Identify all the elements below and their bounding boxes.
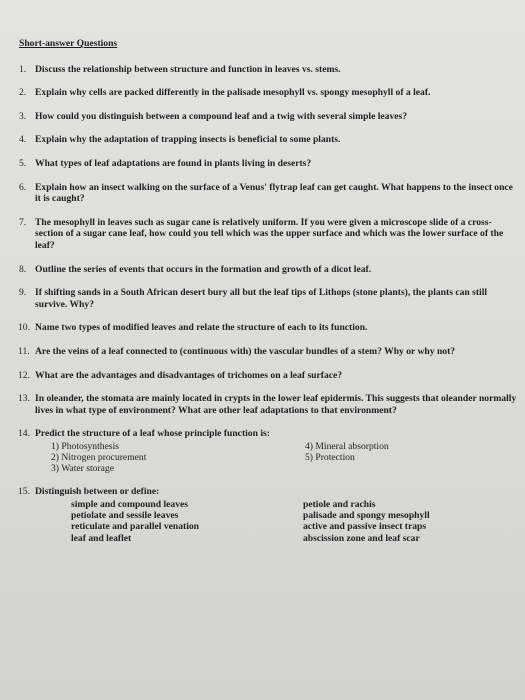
function-list-left: [51, 441, 305, 475]
question-text: If shifting sands in a South African desert bury all but the leaf tips of Lithops (stone plants), the plants can still survive. Why?: [35, 287, 488, 310]
worksheet-page: [19, 38, 519, 556]
question-text: The mesophyll in leaves such as sugar cane is relatively uniform. If you were given a microscope slide of a cross-section of a sugar cane leaf, how could you tell which was the upper surface and which was the lower surface of the leaf?: [35, 216, 504, 251]
question-number: 4.: [19, 134, 27, 146]
question-text: Outline the series of events that occurs in the formation and growth of a dicot leaf.: [35, 263, 372, 275]
question-4: [19, 134, 519, 146]
list-item: 5) Protection: [305, 452, 355, 464]
list-item: palisade and spongy mesophyll: [303, 510, 430, 522]
question-text: In oleander, the stomata are mainly located in crypts in the lower leaf epidermis. This suggests that oleander normally lives in what type of environment? What are other leaf adaptations to that environment?: [35, 393, 517, 416]
question-11: [19, 346, 519, 358]
section-heading: Short-answer Questions: [19, 38, 118, 49]
question-number: 14.: [18, 428, 30, 440]
list-item: petiole and rachis: [303, 499, 376, 511]
question-3: [19, 111, 519, 123]
question-12: [19, 370, 519, 382]
list-item: simple and compound leaves: [71, 499, 189, 511]
term-pairs: [35, 499, 519, 544]
list-item: 2) Nitrogen procurement: [51, 452, 147, 464]
question-text: Name two types of modified leaves and relate the structure of each to its function.: [35, 322, 368, 334]
question-number: 2.: [19, 87, 27, 99]
question-text: Distinguish between or define:: [35, 486, 160, 498]
question-10: [19, 322, 519, 334]
question-number: 9.: [19, 287, 27, 299]
question-number: 3.: [19, 110, 27, 122]
question-number: 6.: [19, 181, 27, 193]
question-8: [19, 264, 519, 276]
term-pairs-right: [303, 499, 430, 544]
question-text: What types of leaf adaptations are found in plants living in deserts?: [35, 157, 312, 169]
question-number: 10.: [18, 322, 30, 334]
list-item: active and passive insect traps: [303, 521, 427, 533]
question-text: Explain why cells are packed differently in the palisade mesophyll vs. spongy mesophyll of a leaf.: [35, 87, 431, 99]
question-number: 13.: [18, 393, 30, 405]
list-item: reticulate and parallel venation: [71, 521, 199, 533]
question-9: [19, 287, 519, 310]
question-number: 15.: [18, 486, 30, 498]
question-text: Explain why the adaptation of trapping insects is beneficial to some plants.: [35, 134, 341, 146]
question-2: [19, 87, 519, 99]
list-item: 4) Mineral absorption: [305, 440, 389, 452]
question-1: [19, 64, 519, 76]
question-number: 11.: [18, 345, 30, 357]
question-13: [19, 393, 519, 416]
term-pairs-left: [71, 499, 303, 544]
question-15: [19, 486, 519, 543]
question-number: 12.: [18, 369, 30, 381]
list-item: leaf and leaflet: [71, 532, 132, 544]
question-text: Explain how an insect walking on the surface of a Venus' flytrap leaf can get caught. What happens to the insect once it is caught?: [35, 181, 513, 205]
question-number: 8.: [19, 263, 27, 275]
question-text: What are the advantages and disadvantages of trichomes on a leaf surface?: [35, 369, 343, 381]
list-item: 1) Photosynthesis: [51, 440, 119, 452]
question-text: Discuss the relationship between structure and function in leaves vs. stems.: [35, 63, 341, 75]
question-6: [19, 182, 519, 205]
question-number: 5.: [19, 157, 27, 169]
question-14: [19, 428, 519, 474]
function-list-right: [305, 441, 389, 475]
function-list: [35, 441, 519, 475]
list-item: 3) Water storage: [51, 463, 114, 475]
list-item: abscission zone and leaf scar: [303, 532, 420, 544]
question-text: Are the veins of a leaf connected to (continuous with) the vascular bundles of a stem? Why or why not?: [35, 345, 456, 357]
question-text: Predict the structure of a leaf whose principle function is:: [35, 428, 270, 440]
question-number: 1.: [19, 63, 27, 75]
list-item: petiolate and sessile leaves: [71, 510, 179, 522]
question-text: How could you distinguish between a compound leaf and a twig with several simple leaves?: [35, 110, 408, 122]
question-7: [19, 217, 519, 252]
question-number: 7.: [19, 216, 27, 228]
question-5: [19, 158, 519, 170]
